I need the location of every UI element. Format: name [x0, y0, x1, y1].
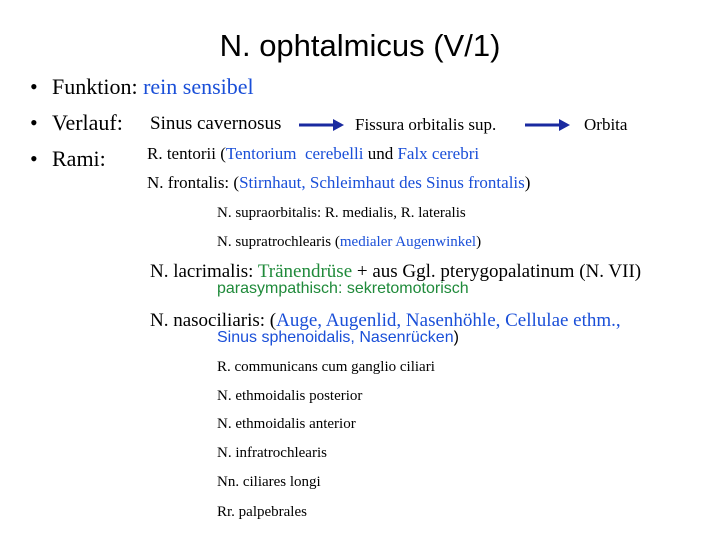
branch-item: Rr. palpebrales [217, 504, 307, 520]
verlauf-step-2: Fissura orbitalis sup. [355, 115, 497, 134]
lacrimalis-gland: Tränendrüse [257, 261, 353, 282]
n-supratrochlearis-line [217, 232, 481, 252]
verlauf-label: Verlauf: [52, 110, 123, 135]
tentorium-text: Tentorium [225, 144, 297, 163]
und-text: und [367, 144, 394, 163]
tentorii-prefix: R. tentorii ( [147, 144, 226, 163]
nasociliaris-detail-1: Auge, Augenlid, Nasenhöhle, Cellulae ethm., [276, 310, 621, 331]
slide-title: N. ophtalmicus (V/1) [219, 28, 501, 63]
n-frontalis-line [147, 172, 530, 193]
falx-text: Falx cerebri [397, 144, 480, 163]
bullet-funktion [30, 74, 254, 100]
frontalis-prefix: N. frontalis: ( [147, 173, 240, 192]
lacrimalis-rest: + aus Ggl. pterygopalatinum (N. VII) [356, 261, 642, 282]
nasociliaris-prefix: N. nasociliaris: ( [150, 310, 277, 331]
lacrimalis-prefix: N. lacrimalis: [150, 261, 254, 282]
supratrochlearis-prefix: N. supratrochlearis ( [217, 234, 340, 250]
funktion-value: rein sensibel [143, 74, 254, 99]
branch-item: R. communicans cum ganglio ciliari [217, 359, 435, 375]
branch-item: N. ethmoidalis anterior [217, 416, 356, 432]
n-nasociliaris-line [150, 311, 621, 331]
branch-item: N. infratrochlearis [217, 445, 327, 461]
cerebelli-text: cerebelli [304, 144, 364, 163]
arrow-right-icon [523, 117, 571, 133]
verlauf-step-3: Orbita [584, 115, 628, 134]
rami-label: Rami: [52, 146, 106, 171]
bullet-dot: • [30, 74, 38, 99]
arrow-right-icon [297, 117, 345, 133]
lacrimalis-line-2: parasympathisch: sekretomotorisch [217, 280, 469, 297]
bullet-verlauf [30, 110, 123, 136]
nasociliaris-detail-2: Sinus sphenoidalis, Nasenrücken [217, 329, 454, 346]
n-supraorbitalis-line: N. supraorbitalis: R. medialis, R. lateralis [217, 205, 466, 221]
n-lacrimalis-line [150, 262, 641, 282]
frontalis-close: ) [524, 173, 531, 192]
bullet-rami [30, 146, 106, 172]
supratrochlearis-detail: medialer Augenwinkel [339, 234, 477, 250]
r-tentorii-line [147, 143, 479, 164]
supratrochlearis-close: ) [476, 234, 482, 250]
nasociliaris-close: ) [453, 329, 459, 346]
bullet-dot: • [30, 146, 38, 171]
nasociliaris-line-2 [217, 329, 459, 347]
frontalis-detail: Stirnhaut, Schleimhaut des Sinus frontalis [239, 173, 525, 192]
branch-item: Nn. ciliares longi [217, 474, 321, 490]
verlauf-step-1: Sinus cavernosus [150, 113, 282, 134]
funktion-label: Funktion: [52, 74, 138, 99]
branch-item: N. ethmoidalis posterior [217, 388, 363, 404]
bullet-dot: • [30, 110, 38, 135]
